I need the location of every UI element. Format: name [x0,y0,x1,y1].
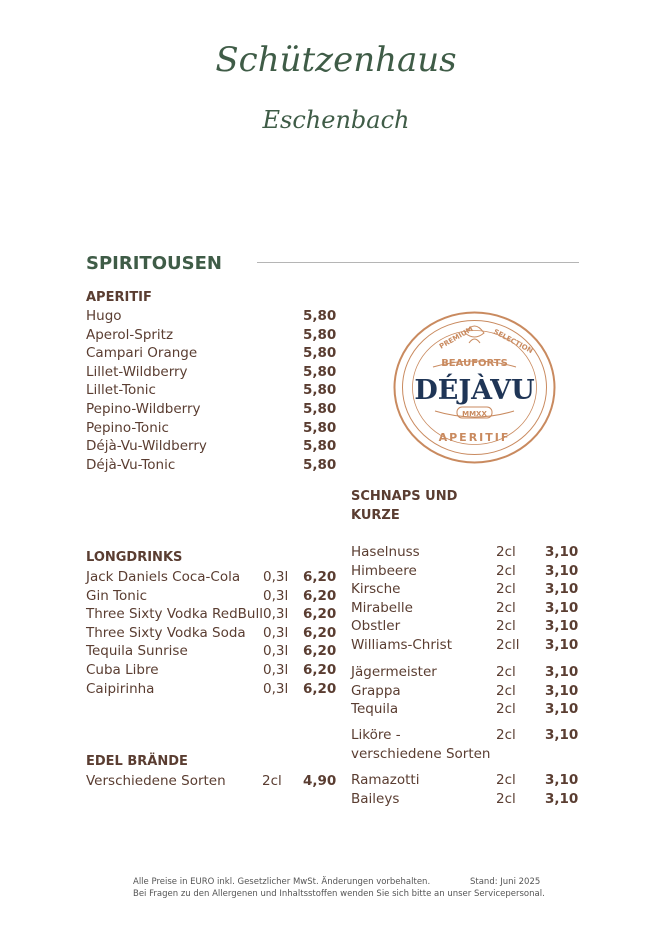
schnaps-heading-line1: SCHNAPS UND [351,489,458,504]
item-size: 0,3l [263,643,289,660]
menu-item [86,344,336,363]
logo-brand-text: DÉJÀVU [414,375,535,406]
item-size: 2cl [496,772,516,788]
logo-year-text: MMXX [462,410,487,418]
likoere-name-line1: Liköre - [351,727,401,743]
item-name: Pepino-Tonic [86,419,169,436]
item-name: Jägermeister [351,664,437,680]
item-name: Caipirinha [86,680,155,697]
item-name: Baileys [351,790,400,807]
item-name: Campari Orange [86,345,198,362]
item-name: Gin Tonic [86,587,148,604]
menu-item [351,599,581,618]
menu-item [86,326,336,345]
dejavu-logo [393,311,556,464]
item-name: Tequila [351,701,399,718]
item-size: 2cll [496,636,520,653]
item-size: 2cl [496,664,516,680]
item-name: Haselnuss [351,544,420,560]
menu-item [351,636,581,655]
item-name: Three Sixty Vodka RedBull [86,606,263,623]
item-name: Obstler [351,618,401,635]
item-price: 5,80 [303,345,337,362]
item-name: Lillet-Wildberry [86,363,188,380]
section-divider [257,262,579,263]
edelbraende-heading: EDEL BRÄNDE [86,754,188,769]
logo-beauforts-text: BEAUFORTS [441,358,508,369]
item-price: 3,10 [545,599,579,616]
menu-item [86,456,336,475]
aperitif-heading: APERITIF [86,290,152,305]
menu-item [351,663,581,682]
restaurant-name: Schützenhaus [215,40,457,80]
item-price: 3,10 [545,790,579,807]
menu-item [86,605,336,624]
item-name: Tequila Sunrise [86,643,188,660]
item-name: Williams-Christ [351,636,452,653]
item-price: 5,80 [303,326,337,343]
logo-premium-text: PREMIUM [438,325,475,351]
item-price: 6,20 [303,606,337,623]
schnaps-list-2 [351,663,581,719]
menu-item [351,790,581,809]
item-price: 3,10 [545,618,579,635]
item-price: 5,80 [303,419,337,436]
item-price: 3,10 [545,636,579,653]
footer-stand: Stand: Juni 2025 [470,877,541,887]
item-name: Ramazotti [351,772,420,788]
item-name: Himbeere [351,562,417,579]
menu-item [86,642,336,661]
item-name: Cuba Libre [86,661,159,678]
schnaps-list-3 [351,771,581,808]
menu-item [86,587,336,606]
item-size: 2cl [496,599,516,616]
item-name: Pepino-Wildberry [86,400,201,417]
menu-item [351,580,581,599]
item-name: Verschiedene Sorten [86,773,226,789]
item-price: 3,10 [545,581,579,598]
menu-item [351,543,581,562]
menu-item [86,661,336,680]
item-price: 6,20 [303,643,337,660]
item-size: 0,3l [263,569,289,585]
menu-item [86,680,336,699]
menu-item [86,568,336,587]
item-name: Déjà-Vu-Tonic [86,456,176,473]
item-name: Mirabelle [351,599,413,616]
item-name: Déjà-Vu-Wildberry [86,438,207,455]
menu-item [86,363,336,382]
item-price: 5,80 [303,400,337,417]
item-name: Hugo [86,308,122,324]
item-size: 0,3l [263,606,289,623]
item-size: 0,3l [263,680,289,697]
schnaps-list-1 [351,543,581,655]
item-price: 3,10 [545,772,579,788]
item-price: 6,20 [303,587,337,604]
item-name: Jack Daniels Coca-Cola [86,569,241,585]
item-size: 2cl [496,581,516,598]
item-price: 5,80 [303,363,337,380]
likoere-name-line2: verschiedene Sorten [351,745,491,762]
item-price: 6,20 [303,661,337,678]
edelbraende-list [86,772,336,791]
item-price: 3,10 [545,562,579,579]
menu-item [86,307,336,326]
item-price: 3,10 [545,664,579,680]
item-size: 2cl [496,618,516,635]
footer-price-note: Alle Preise in EURO inkl. Gesetzlicher MwSt. Änderungen vorbehalten. [133,877,431,887]
aperitif-list [86,307,336,474]
menu-item [86,381,336,400]
menu-item [351,682,581,701]
item-price: 5,80 [303,382,337,399]
longdrinks-heading: LONGDRINKS [86,550,183,565]
menu-item [86,437,336,456]
item-price: 5,80 [303,438,337,455]
item-size: 2cl [496,562,516,579]
schnaps-heading-line2: KURZE [351,508,400,523]
item-price: 3,10 [545,544,579,560]
menu-item [351,771,581,790]
logo-selection-text: SELECTION [492,327,535,356]
item-price: 3,10 [545,701,579,718]
section-title: SPIRITOUSEN [86,253,222,274]
likoere-price: 3,10 [545,727,579,743]
item-name: Kirsche [351,581,401,598]
item-size: 2cl [262,773,282,789]
item-size: 2cl [496,544,516,560]
menu-item [86,624,336,643]
item-size: 2cl [496,701,516,718]
likoere-size: 2cl [496,727,516,743]
item-name: Grappa [351,682,401,699]
menu-item [86,772,336,791]
item-size: 2cl [496,790,516,807]
restaurant-location: Eschenbach [262,106,410,134]
item-price: 6,20 [303,624,337,641]
menu-item [351,562,581,581]
item-size: 0,3l [263,587,289,604]
longdrinks-list [86,568,336,698]
menu-item [86,419,336,438]
item-size: 0,3l [263,661,289,678]
item-name: Three Sixty Vodka Soda [86,624,246,641]
item-price: 6,20 [303,680,337,697]
item-price: 6,20 [303,569,337,585]
item-price: 5,80 [303,308,337,324]
item-name: Aperol-Spritz [86,326,174,343]
menu-item [351,617,581,636]
item-size: 0,3l [263,624,289,641]
item-size: 2cl [496,682,516,699]
item-price: 5,80 [303,456,337,473]
likoere-item [351,726,581,763]
menu-item [351,700,581,719]
footer-allergen-note: Bei Fragen zu den Allergenen und Inhaltsstoffen wenden Sie sich bitte an unser Servicepersonal. [133,889,545,899]
menu-item [86,400,336,419]
item-name: Lillet-Tonic [86,382,156,399]
logo-aperitif-text: APERITIF [438,431,511,444]
item-price: 4,90 [303,773,337,789]
item-price: 3,10 [545,682,579,699]
